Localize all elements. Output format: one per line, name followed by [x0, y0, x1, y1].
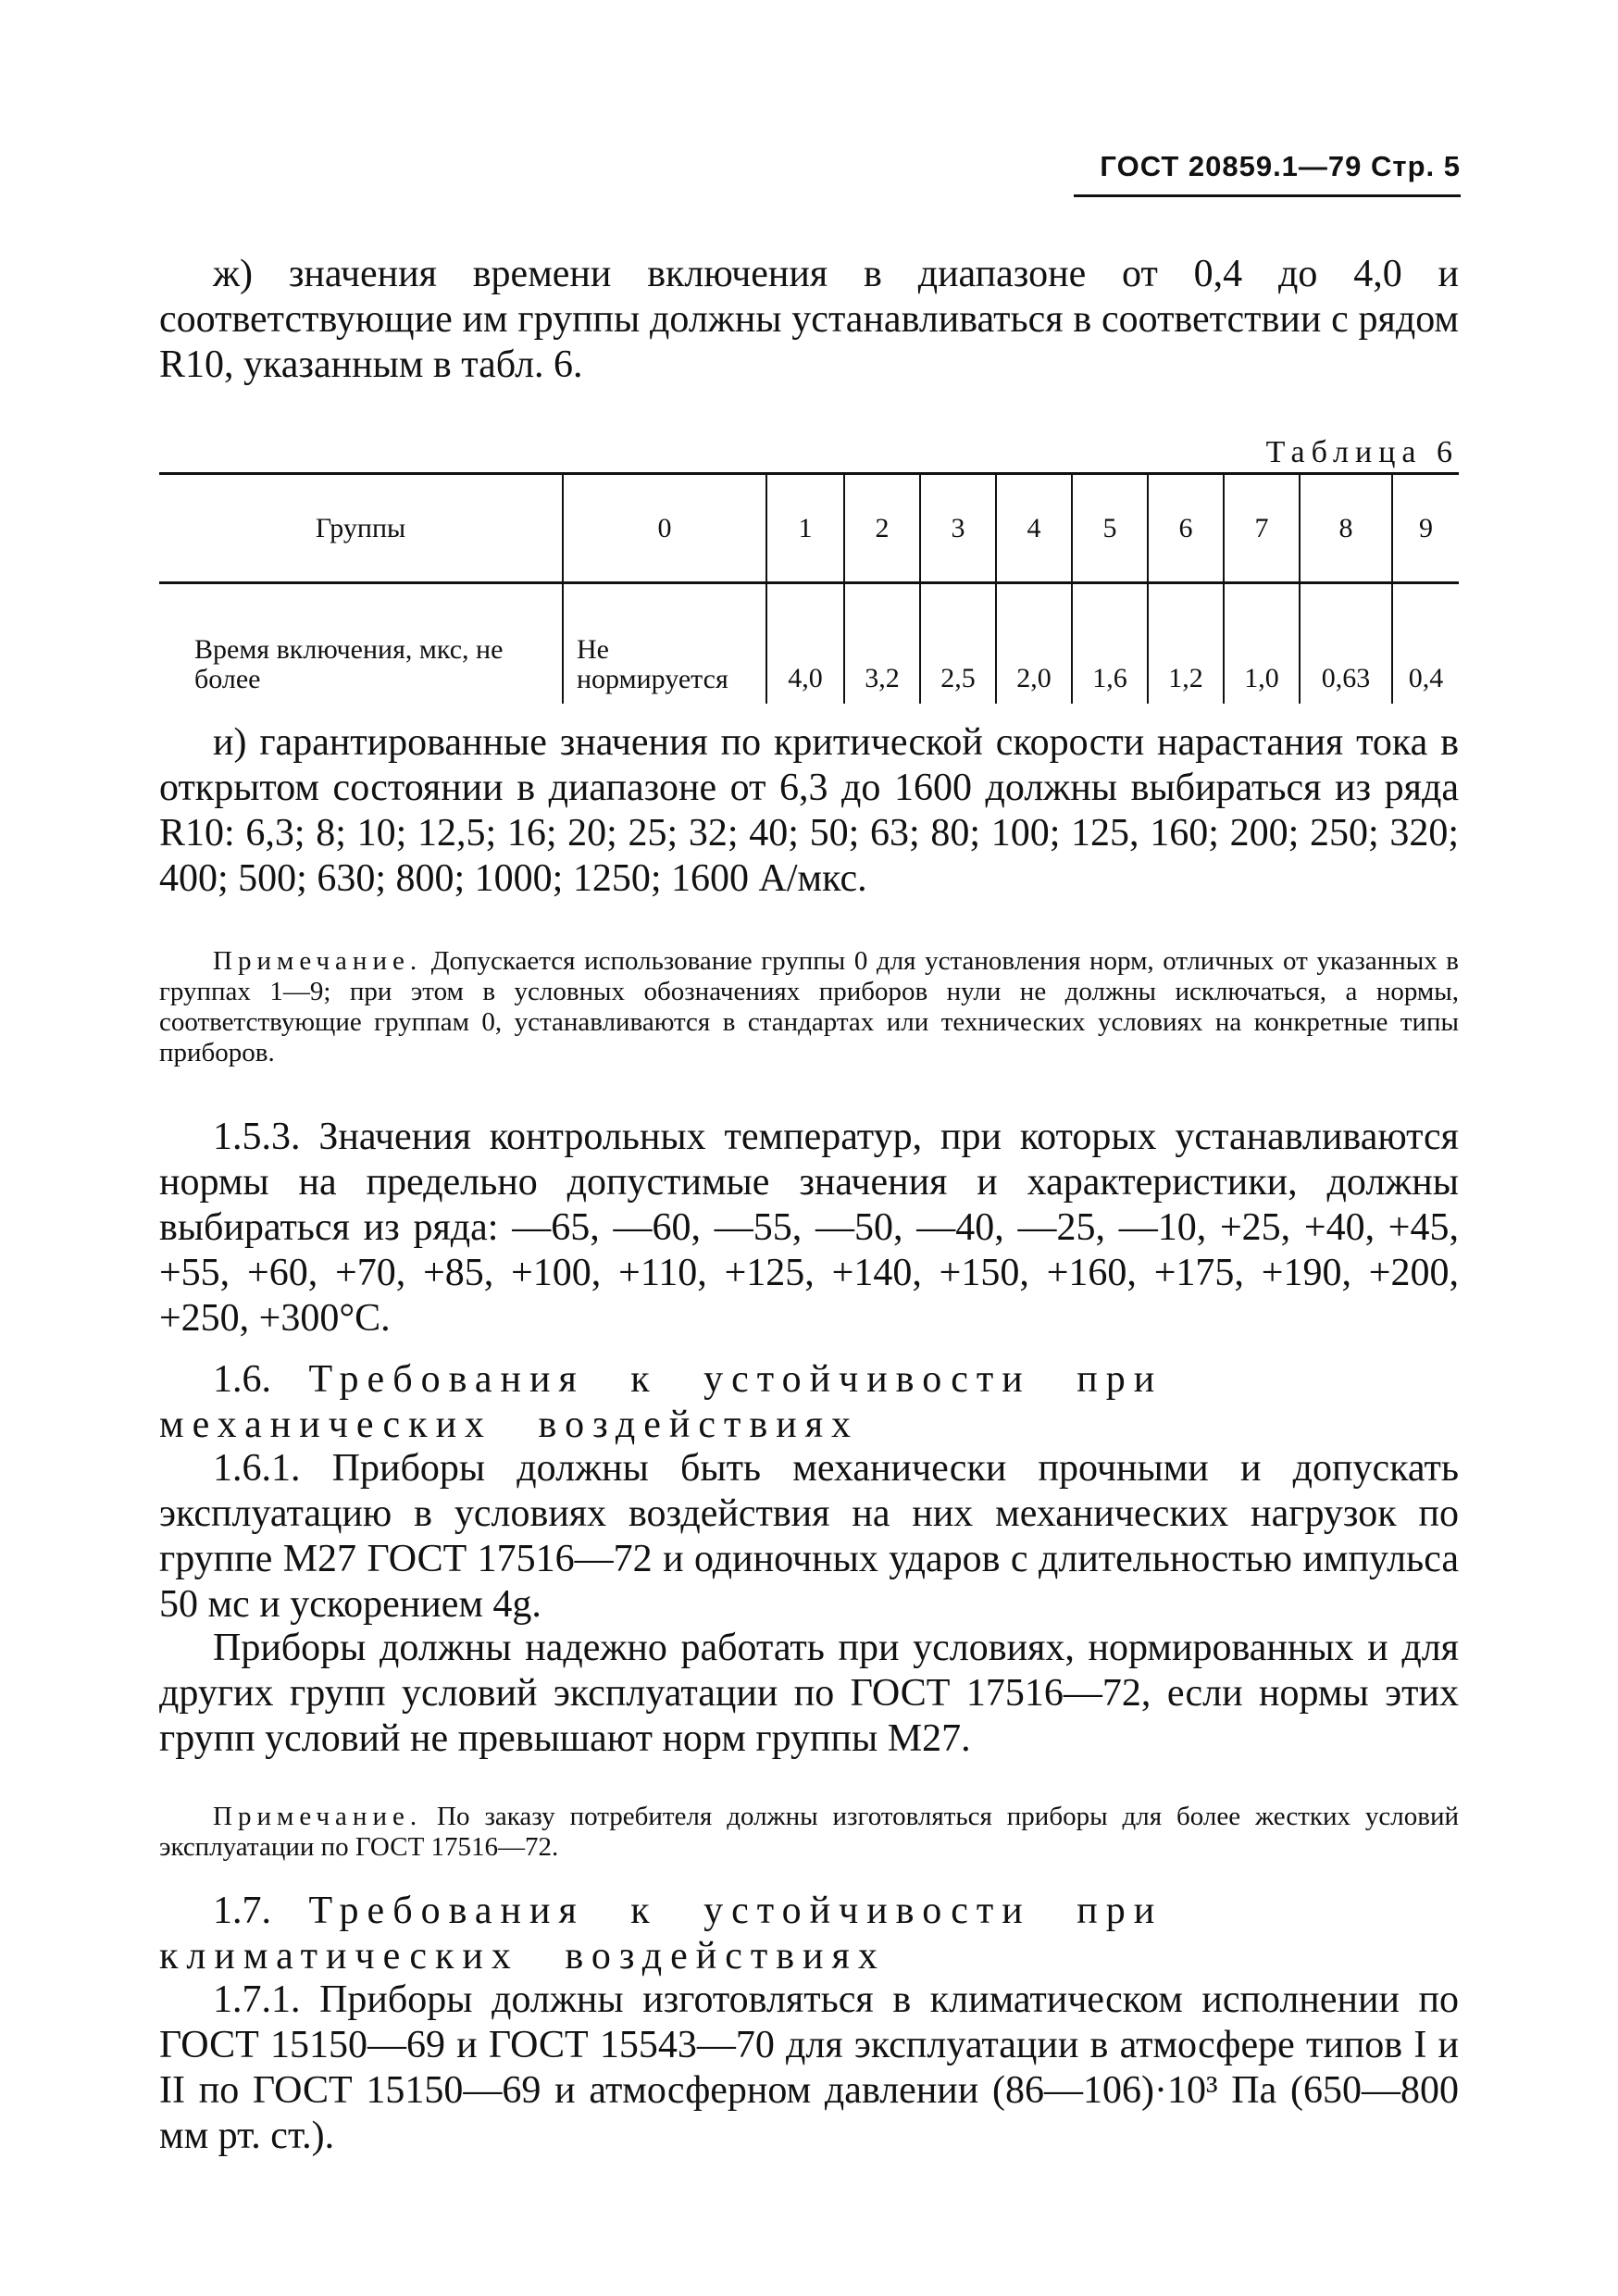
group-4: 4 — [996, 474, 1072, 583]
paragraph-1-6-1: 1.6.1. Приборы должны быть механически прочными и допускать эксплуатацию в условиях воздействия на них механических нагрузок по группе М27 ГОСТ 17516—72 и одиночных ударов с длительностью импульса 50 мс и ускорением 4g. — [159, 1447, 1459, 1626]
group-3: 3 — [920, 474, 996, 583]
paragraph-1-6-1-b: Приборы должны надежно работать при условиях, нормированных и для других групп условий эксплуатации по ГОСТ 17516—72, если нормы этих групп условий не превышают норм группы М27. — [159, 1627, 1459, 1760]
note-1-label: Примечание. — [213, 946, 423, 976]
paragraph-1-7-1: 1.7.1. Приборы должны изготовляться в климатическом исполнении по ГОСТ 15150—69 и ГОСТ 15543—70 для эксплуатации в атмосфере типов I и II по ГОСТ 15150—69 и атмосферном давлении (86—106)·10³ Па (650—800 мм рт. ст.). — [159, 1978, 1459, 2157]
group-6: 6 — [1148, 474, 1224, 583]
value-group-6: 1,2 — [1148, 583, 1224, 704]
group-2: 2 — [844, 474, 920, 583]
paragraph-i: и) гарантированные значения по критической скорости нарастания тока в открытом состоянии в диапазоне от 6,3 до 1600 должны выбираться из ряда R10: 6,3; 8; 10; 12,5; 16; 20; 25; 32; 40; 50; 63; 80; 100; 125, 160; 200; 250; 320; 400; 500; 630; 800; 1000; 1250; 1600 А/мкс. — [159, 721, 1459, 900]
heading-1-6-number: 1.6. — [213, 1358, 271, 1401]
value-group-2: 3,2 — [844, 583, 920, 704]
heading-1-7-number: 1.7. — [213, 1890, 271, 1932]
value-group-9: 0,4 — [1392, 583, 1459, 704]
table-6 — [159, 472, 1459, 704]
note-1 — [159, 946, 1459, 1068]
value-group-3: 2,5 — [920, 583, 996, 704]
note-2-text: По заказу потребителя должны изготовляться приборы для более жестких условий эксплуатации по ГОСТ 17516—72. — [159, 1802, 1459, 1862]
value-group-5: 1,6 — [1072, 583, 1148, 704]
value-group-8: 0,63 — [1300, 583, 1392, 704]
value-group-4: 2,0 — [996, 583, 1072, 704]
note-2 — [159, 1802, 1459, 1863]
table-header-row — [159, 474, 1459, 583]
value-group-7: 1,0 — [1224, 583, 1300, 704]
section-heading-1-7 — [159, 1889, 1459, 1979]
table-caption: Таблица 6 — [1265, 435, 1459, 469]
group-5: 5 — [1072, 474, 1148, 583]
group-8: 8 — [1300, 474, 1392, 583]
paragraph-zh: ж) значения времени включения в диапазоне от 0,4 до 4,0 и соответствующие им группы должны устанавливаться в соответствии с рядом R10, указанным в табл. 6. — [159, 253, 1459, 386]
note-1-text: Допускается использование группы 0 для установления норм, отличных от указанных в группах 1—9; при этом в условных обозначениях приборов нули не должны исключаться, а нормы, соответствующие группам 0, устанавливаются в стандартах или технических условиях на конкретные типы приборов. — [159, 946, 1460, 1067]
page-header: ГОСТ 20859.1—79 Стр. 5 — [1100, 150, 1461, 182]
heading-1-6-title: Требования к устойчивости при механических воздействиях — [159, 1358, 1164, 1446]
note-2-label: Примечание. — [213, 1802, 423, 1831]
value-group-0: Не нормируется — [563, 583, 766, 704]
section-heading-1-6 — [159, 1357, 1459, 1448]
group-0: 0 — [563, 474, 766, 583]
paragraph-1-5-3: 1.5.3. Значения контрольных температур, при которых устанавливаются нормы на предельно допустимые значения и характеристики, должны выбираться из ряда: —65, —60, —55, —50, —40, —25, —10, +25, +40, +45, +55, +60, +70, +85, +100, +110, +125, +140, +150, +160, +175, +190, +200, +250, +300°C. — [159, 1116, 1459, 1340]
value-group-1: 4,0 — [766, 583, 844, 704]
heading-1-7-title: Требования к устойчивости при климатических воздействиях — [159, 1890, 1164, 1978]
group-7: 7 — [1224, 474, 1300, 583]
table-row — [159, 583, 1459, 704]
group-9: 9 — [1392, 474, 1459, 583]
group-1: 1 — [766, 474, 844, 583]
header-rule — [1074, 194, 1461, 197]
row-label: Время включения, мкс, не более — [194, 633, 504, 694]
header-groups-label: Группы — [315, 512, 406, 543]
